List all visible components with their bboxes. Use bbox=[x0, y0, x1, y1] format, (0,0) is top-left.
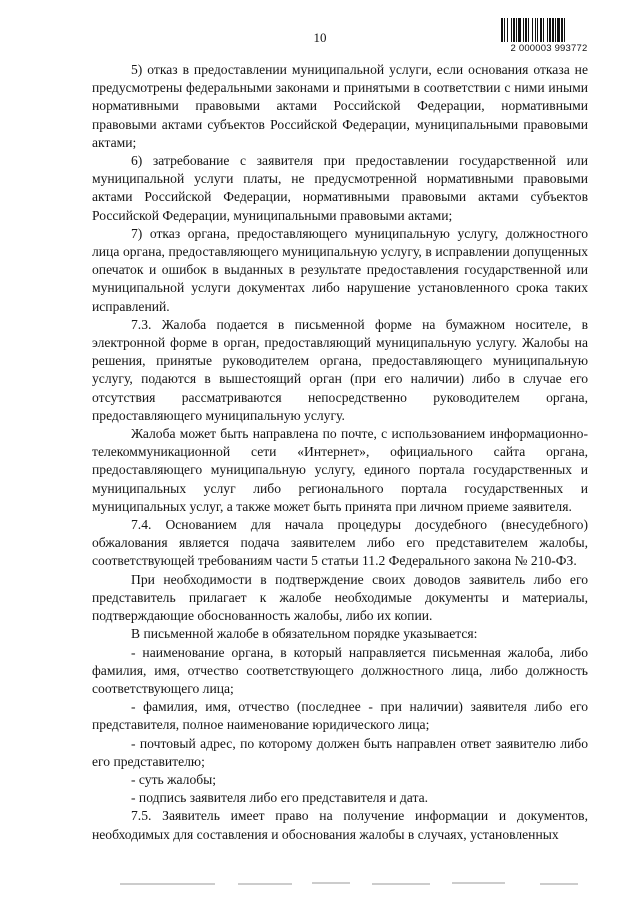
scan-artifact-marks bbox=[0, 878, 640, 890]
paragraph: В письменной жалобе в обязательном порядке указывается: bbox=[131, 626, 478, 642]
list-item: - почтовый адрес, по которому должен быть направлен ответ заявителю либо его представителю; bbox=[92, 735, 588, 769]
paragraph: 6) затребование с заявителя при предоставлении государственной или муниципальной услуги платы, не предусмотренной нормативными правовыми актами Российской Федерации, нормативными правовыми актами субъектов Российской Федерации, муниципальными правовыми актами; bbox=[92, 153, 588, 223]
paragraph: 5) отказ в предоставлении муниципальной услуги, если основания отказа не предусмотрены федеральными законами и принятыми в соответствии с ними иными нормативными правовыми актами Российской Федерации, нормативными правовыми актами субъектов Российской Федерации, муниципальными правовыми актами; bbox=[92, 62, 588, 150]
list-item: - наименование органа, в который направляется письменная жалоба, либо фамилия, имя, отчество соответствующего должностного лица, либо должность соответствующего лица; bbox=[92, 644, 588, 696]
paragraph: 7.5. Заявитель имеет право на получение информации и документов, необходимых для составления и обоснования жалобы в случаях, установленных bbox=[92, 808, 588, 842]
paragraph: 7.4. Основанием для начала процедуры досудебного (внесудебного) обжалования является подача заявителем либо его представителем жалобы, соответствующей требованиям части 5 статьи 11.2 Федерального закона № 210-ФЗ. bbox=[92, 517, 588, 569]
paragraph: 7.3. Жалоба подается в письменной форме на бумажном носителе, в электронной форме в орган, предоставляющий муниципальную услугу. Жалобы на решения, принятые руководителем органа, предоставляющего муниципальную услугу, подаются в вышестоящий орган (при его наличии) либо в случае его отсутствия рассматриваются непосредственно руководителем органа, предоставляющего муниципальную услугу. bbox=[92, 316, 588, 423]
paragraph: При необходимости в подтверждение своих доводов заявитель либо его представитель прилагает к жалобе необходимые документы и материалы, подтверждающие обоснованность жалобы, либо их копии. bbox=[92, 571, 588, 624]
list-item: - фамилия, имя, отчество (последнее - при наличии) заявителя либо его представителя, полное наименование юридического лица; bbox=[92, 699, 588, 733]
list-item: - подпись заявителя либо его представителя и дата. bbox=[131, 790, 429, 806]
page-number: 10 bbox=[313, 30, 327, 45]
paragraph: 7) отказ органа, предоставляющего муниципальную услугу, должностного лица органа, предоставляющего муниципальную услугу, в исправлении допущенных опечаток и ошибок в выданных в результате предоставления государственной или муниципальной услуги документах либо нарушение установленного срока таких исправлений. bbox=[92, 225, 588, 314]
barcode-number: 2 000003 993772 bbox=[510, 43, 588, 54]
paragraph: Жалоба может быть направлена по почте, с использованием информационно-телекоммуникационной сети «Интернет», официального сайта органа, предоставляющего муниципальную услугу, единого портала государственных и муниципальных услуг либо регионального портала государственных и муниципальных услуг, а также может быть принята при личном приеме заявителя. bbox=[92, 426, 588, 514]
barcode-bars bbox=[500, 18, 598, 42]
document-body bbox=[92, 61, 588, 844]
barcode bbox=[500, 18, 598, 54]
list-item: - суть жалобы; bbox=[131, 771, 217, 787]
